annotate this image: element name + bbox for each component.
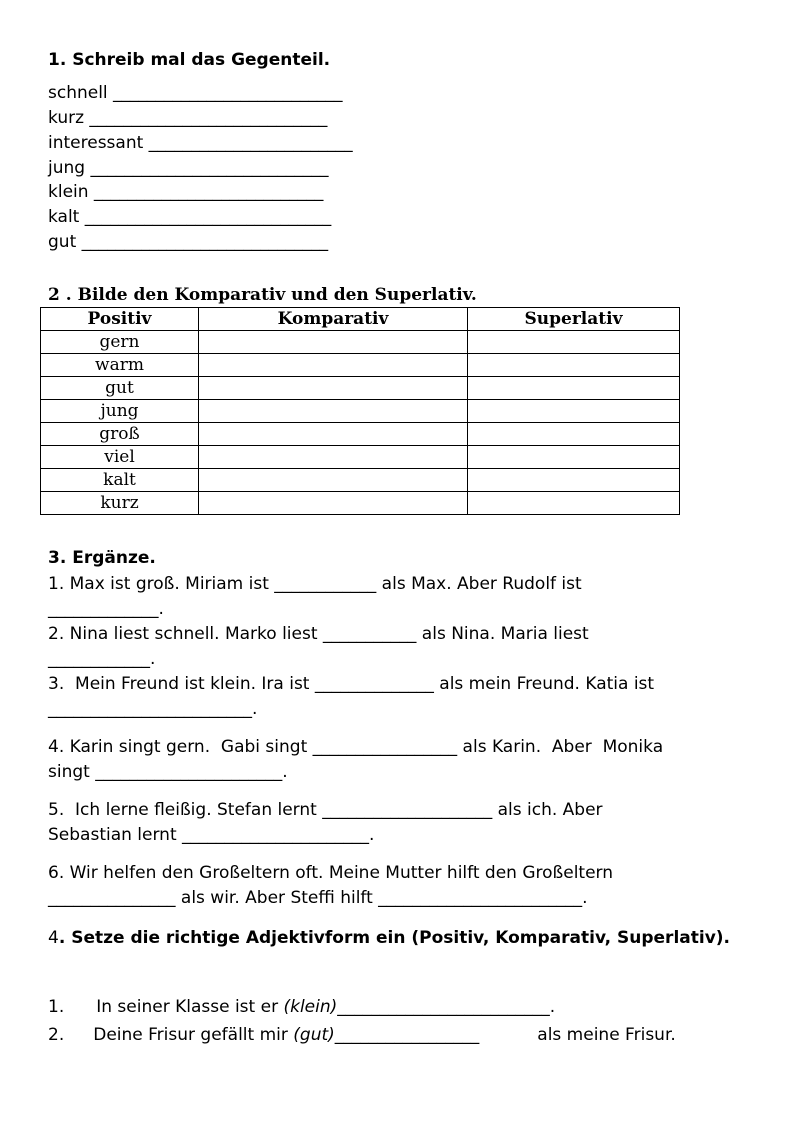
table-header-row xyxy=(41,308,680,331)
superlativ-cell[interactable] xyxy=(468,331,680,354)
superlativ-cell[interactable] xyxy=(468,354,680,377)
header-komparativ: Komparativ xyxy=(199,308,468,331)
superlativ-cell[interactable] xyxy=(468,469,680,492)
komparativ-cell[interactable] xyxy=(199,492,468,515)
item-text-end: als meine Frisur. xyxy=(537,1025,676,1045)
exercise-item-2: 2. Nina liest schnell. Marko liest ___________ als Nina. Maria liest ____________. xyxy=(48,624,589,669)
superlativ-cell[interactable] xyxy=(468,400,680,423)
section4-number: 4 xyxy=(48,928,59,948)
positiv-cell: groß xyxy=(41,423,199,446)
item-text: In seiner Klasse ist er xyxy=(96,997,284,1017)
header-positiv: Positiv xyxy=(41,308,199,331)
table-row xyxy=(41,469,680,492)
komparativ-cell[interactable] xyxy=(199,354,468,377)
exercise-item-5: 5. Ich lerne fleißig. Stefan lernt ____________________ als ich. Aber Sebastian lernt ______________________. xyxy=(48,800,603,845)
table-row xyxy=(41,354,680,377)
item-number: 2. xyxy=(48,1025,65,1045)
komparativ-cell[interactable] xyxy=(199,331,468,354)
exercise-item-3: 3. Mein Freund ist klein. Ira ist ______________ als mein Freund. Katia ist ________________________. xyxy=(48,674,655,719)
komparativ-cell[interactable] xyxy=(199,446,468,469)
superlativ-cell[interactable] xyxy=(468,492,680,515)
item-hint: (gut) xyxy=(293,1025,335,1045)
exercise-item-1: 1. Max ist groß. Miriam ist ____________ als Max. Aber Rudolf ist _____________. xyxy=(48,574,582,619)
table-row xyxy=(41,377,680,400)
positiv-cell: kalt xyxy=(41,469,199,492)
section1-title: 1. Schreib mal das Gegenteil. xyxy=(48,50,331,70)
exercise-item-6: 6. Wir helfen den Großeltern oft. Meine Mutter hilft den Großeltern _______________ als wir. Aber Steffi hilft ________________________. xyxy=(48,863,614,908)
opposite-line-3: interessant ________________________ xyxy=(48,133,353,153)
komparativ-cell[interactable] xyxy=(199,377,468,400)
opposite-line-5: klein ___________________________ xyxy=(48,182,324,202)
opposite-line-1: schnell ___________________________ xyxy=(48,83,343,103)
opposite-line-7: gut _____________________________ xyxy=(48,232,329,252)
positiv-cell: warm xyxy=(41,354,199,377)
section4-instruction: . Setze die richtige Adjektivform ein (Positiv, Komparativ, Superlativ). xyxy=(58,928,731,948)
opposite-line-4: jung ____________________________ xyxy=(48,158,329,178)
exercise-item-4: 4. Karin singt gern. Gabi singt _________________ als Karin. Aber Monika singt ______________________. xyxy=(48,737,664,782)
positiv-cell: jung xyxy=(41,400,199,423)
positiv-cell: gut xyxy=(41,377,199,400)
komparativ-cell[interactable] xyxy=(199,469,468,492)
section4-title xyxy=(48,926,748,951)
comparison-table xyxy=(40,307,680,515)
positiv-cell: viel xyxy=(41,446,199,469)
opposite-line-2: kurz ____________________________ xyxy=(48,108,328,128)
item-blank: _________________ xyxy=(334,1025,480,1045)
table-row xyxy=(41,423,680,446)
table-row xyxy=(41,331,680,354)
superlativ-cell[interactable] xyxy=(468,446,680,469)
positiv-cell: kurz xyxy=(41,492,199,515)
section3-title: 3. Ergänze. xyxy=(48,548,156,568)
header-superlativ: Superlativ xyxy=(468,308,680,331)
komparativ-cell[interactable] xyxy=(199,400,468,423)
adjective-item-2 xyxy=(48,1025,676,1045)
item-text: Deine Frisur gefällt mir xyxy=(93,1025,294,1045)
table-row xyxy=(41,400,680,423)
opposite-line-6: kalt _____________________________ xyxy=(48,207,332,227)
item-hint: (klein) xyxy=(283,997,338,1017)
positiv-cell: gern xyxy=(41,331,199,354)
section2-title: 2 . Bilde den Komparativ und den Superlativ. xyxy=(48,285,477,305)
adjective-item-1 xyxy=(48,997,555,1017)
superlativ-cell[interactable] xyxy=(468,423,680,446)
komparativ-cell[interactable] xyxy=(199,423,468,446)
table-row xyxy=(41,446,680,469)
superlativ-cell[interactable] xyxy=(468,377,680,400)
item-number: 1. xyxy=(48,997,65,1017)
table-row xyxy=(41,492,680,515)
item-blank: _________________________. xyxy=(337,997,556,1017)
